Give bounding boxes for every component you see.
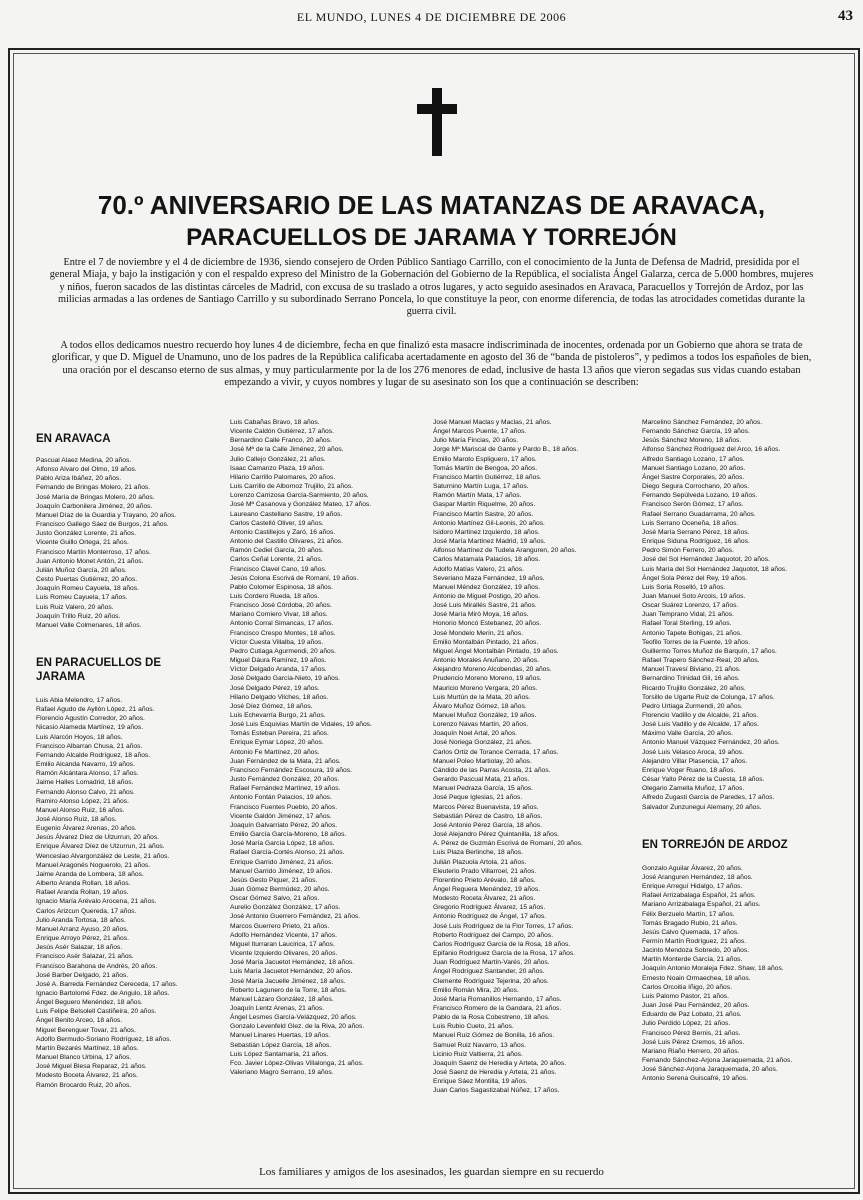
paracuellos-name-list-1 [36, 696, 236, 1090]
aravaca-name-list [36, 456, 236, 630]
victim-name: Luis Alarcón Hoyos, 18 años. [36, 733, 123, 741]
victim-name: Valeriano Magro Serrano, 19 años. [230, 1069, 334, 1077]
victim-name: Emilio García García-Moreno, 18 años. [230, 831, 347, 839]
victim-name: Luis Rubio Cueto, 21 años. [433, 1023, 514, 1031]
victim-name: Fernando Sánchez García, 19 años. [642, 428, 750, 436]
victim-name: Carlos Ceñal Lorente, 21 años. [230, 556, 323, 564]
victim-name: Enrique Garrido Jiménez, 21 años. [230, 858, 334, 866]
victim-name: Mariano Arrizabalaga Español, 21 años. [642, 901, 761, 909]
victim-name: Florencio Agustín Corredor, 20 años. [36, 715, 145, 723]
victim-name: Ángel Beguero Menéndez, 18 años. [36, 999, 143, 1007]
victim-name: José Saenz de Heredia y Arteta, 21 años. [433, 1069, 557, 1077]
victim-name: Ángel Rodríguez Santander, 20 años. [433, 968, 545, 976]
victim-name: Jesús Gesto Piquer, 21 años. [230, 876, 318, 884]
victim-name: Ignacio María Arévalo Arocena, 21 años. [36, 898, 157, 906]
names-column-2 [230, 418, 430, 1077]
victim-name: Jesús Sánchez Moreno, 18 años. [642, 437, 742, 445]
victim-name: Sebastián Pérez de Castro, 18 años. [433, 812, 543, 820]
victim-name: Pascual Alaez Medina, 20 años. [36, 457, 132, 464]
victim-name: Miguel Dáura Ramírez, 19 años. [230, 657, 327, 665]
victim-name: Juan Temprano Vidal, 21 años. [642, 611, 734, 619]
page-number: 43 [838, 8, 853, 24]
victim-name: Jacinto Mendoza Sobredo, 20 años. [642, 947, 750, 955]
victim-name: Joaquín Saenz de Heredia y Arteta, 20 años. [433, 1059, 567, 1067]
victim-name: Luis Cordero Rueda, 18 años. [230, 592, 320, 600]
victim-name: Guillermo Torres Muñoz de Barquín, 17 años. [642, 647, 777, 655]
victim-name: Enrique Sáez Montilla, 19 años. [433, 1078, 528, 1086]
names-column-4 [642, 418, 842, 1083]
victim-name: Rafael Serrano Guadarrama, 20 años. [642, 510, 756, 518]
victim-name: Luis Plaza Berlinche, 18 años. [433, 849, 523, 857]
victim-name: Ramón Martín Mata, 17 años. [433, 492, 522, 500]
torrejon-name-list [642, 864, 842, 1084]
victim-name: Isidoro Martínez Izquierdo, 18 años. [433, 528, 540, 536]
victim-name: Antonio de Miguel Postigo, 20 años. [433, 592, 541, 600]
victim-name: Luis Felipe Belsolell Castiñeira, 20 años. [36, 1008, 157, 1016]
victim-name: Francisco Albarran Chusa, 21 años. [36, 742, 143, 750]
paracuellos-name-list-4 [642, 418, 842, 812]
victim-name: Rafael Trapero Sánchez-Real, 20 años. [642, 657, 760, 665]
victim-name: Olegario Zamella Muñoz, 17 años. [642, 785, 745, 793]
victim-name: Gaspar Martín Riquelme, 20 años. [433, 501, 536, 509]
victim-name: Emilio Maroto Espliguero, 17 años. [433, 455, 537, 463]
victim-name: Adolfo Hernández Vicente, 17 años. [230, 931, 337, 939]
victim-name: Martín Bezarés Martínez, 18 años. [36, 1044, 139, 1052]
victim-name: Joaquín Antonio Moraleja Fdez. Shaw, 18 años. [642, 965, 784, 973]
victim-name: Manuel Linares Huertas, 19 años. [230, 1032, 331, 1040]
victim-name: Juan Antonio Monet Antón, 21 años. [36, 557, 144, 565]
victim-name: Miguel Iturraran Laucirica, 17 años. [230, 940, 335, 948]
victim-name: José A. Barreda Fernández Cereceda, 17 años. [36, 980, 178, 988]
victim-name: Manuel Blanco Urbina, 17 años. [36, 1054, 132, 1062]
section-heading-paracuellos [36, 656, 236, 684]
victim-name: Luis Soria Roselló, 19 años. [642, 583, 726, 591]
victim-name: Antonio Rodríguez de Ángel, 17 años. [433, 913, 547, 921]
victim-name: Eugenio Álvarez Arenas, 20 años. [36, 825, 137, 833]
victim-name: Cándido de las Parras Acosta, 21 años. [433, 766, 551, 774]
victim-name: Ángel Reguera Menéndez, 19 años. [433, 885, 541, 893]
victim-name: José Luis Mirallés Sastre, 21 años. [433, 602, 537, 610]
victim-name: Julio Perdido López, 21 años. [642, 1020, 731, 1028]
victim-name: Joaquín Noel Artal, 20 años. [433, 730, 518, 738]
victim-name: Luis Echevarría Burgo, 21 años. [230, 712, 326, 719]
victim-name: José Mª Casanova y González Mateo, 17 años. [230, 501, 372, 509]
victim-name: Luis López Santamaría, 21 años. [230, 1050, 329, 1058]
victim-name: Luis Carrillo de Albornoz Trujillo, 21 años. [230, 483, 354, 491]
victim-name: Manuel Lázaro González, 18 años. [230, 995, 334, 1003]
victim-name: Fco. Javier López-Olivas Villalonga, 21 años. [230, 1059, 364, 1067]
victim-name: Florencio Vadillo y de Alcalde, 21 años. [642, 712, 759, 719]
victim-name: Francisco José Córdoba, 20 años. [230, 602, 332, 610]
victim-name: Sebastián López García, 18 años. [230, 1041, 332, 1049]
victim-name: Vicente Caldón Gutiérrez, 17 años. [230, 428, 334, 436]
victim-name: Jaime Aranda de Lombera, 18 años. [36, 870, 144, 878]
victim-name: Antonio Fe Martínez, 20 años. [230, 748, 320, 756]
victim-name: Francisco Romero de la Gandara, 21 años. [433, 1005, 562, 1012]
victim-name: Wenceslao Alvargonzález de Leste, 21 años. [36, 852, 170, 860]
victim-name: Ángel Marcos Puente, 17 años. [433, 428, 527, 436]
victim-name: Ángel Benito Arceo, 18 años. [36, 1017, 123, 1025]
victim-name: Joaquín Galvarriato Pérez, 20 años. [230, 821, 338, 829]
names-column-1 [36, 418, 236, 1090]
victim-name: Carlos Rodríguez García de la Rosa, 18 años. [433, 940, 571, 948]
victim-name: José María Jacuelle Jiménez, 18 años. [230, 977, 346, 985]
victim-name: Manuel Travesí Biviano, 21 años. [642, 666, 741, 674]
victim-name: Bernardino Calle Franco, 20 años. [230, 437, 332, 445]
victim-name: Adolfo Matías Valero, 21 años. [433, 565, 524, 573]
victim-name: Licinio Ruiz Valtierra, 21 años. [433, 1050, 523, 1058]
victim-name: Manuel Díaz de la Guardia y Trayano, 20 años. [36, 511, 177, 519]
victim-name: Aurelio González González, 17 años. [230, 904, 341, 912]
victim-name: Adolfo Bermudo-Soriano Rodríguez, 18 años. [36, 1035, 172, 1043]
victim-name: Tomás Esteban Pereira, 21 años. [230, 730, 329, 738]
victim-name: Jorge Mª Mariscal de Gante y Pardo B., 18 años. [433, 446, 579, 454]
victim-name: Manuel Muñoz González, 19 años. [433, 712, 537, 719]
victim-name: Alfredo Santiago Lozano, 17 años. [642, 455, 745, 463]
victim-name: Julián Muñoz García, 20 años. [36, 566, 127, 574]
victim-name: Manuel Arranz Ayuso, 20 años. [36, 925, 129, 933]
victim-name: Víctor Delgado Aranda, 17 años. [230, 666, 327, 674]
victim-name: José Mondelo Merín, 21 años. [433, 629, 523, 637]
victim-name: Justo González Lorente, 21 años. [36, 530, 137, 538]
victim-name: Antonio Tapete Bohigas, 21 años. [642, 629, 742, 637]
paracuellos-name-list-3 [433, 418, 633, 1096]
victim-name: Bernardino Trinidad Gil, 16 años. [642, 675, 740, 683]
victim-name: Tomás Martín de Bengoa, 20 años. [433, 464, 538, 472]
victim-name: Tomás Bragado Rubio, 21 años. [642, 919, 738, 927]
victim-name: Emilio Alcanda Navarro, 19 años. [36, 761, 135, 769]
victim-name: Alfredo Zugasti García de Paredes, 17 años. [642, 794, 775, 802]
victim-name: Juan Gómez Bermúdez, 20 años. [230, 885, 330, 893]
victim-name: José Delgado Pérez, 19 años. [230, 684, 320, 692]
victim-name: José Luis Rodríguez de la Flor Torres, 17 años. [433, 922, 574, 930]
victim-name: José Peque Iglesias, 21 años. [433, 794, 523, 802]
victim-name: Luis Serrano Oceneña, 18 años. [642, 519, 739, 527]
victim-name: Juan Carlos Sagastizabal Núñez, 17 años. [433, 1087, 560, 1095]
victim-name: Pablo de la Rosa Cobestreno, 18 años. [433, 1014, 550, 1022]
victim-name: Martín Monterde García, 21 años. [642, 956, 743, 964]
victim-name: Luis María Jacuetot Hernández, 20 años. [230, 968, 353, 976]
closing-line: Los familiares y amigos de los asesinados, les guardan siempre en su recuerdo [259, 1166, 604, 1178]
victim-name: Luis Romeu Cayuela, 17 años. [36, 594, 128, 602]
victim-name: José Díez Gómez, 18 años. [230, 702, 313, 710]
victim-name: Carlos Orcoitia Iñigo, 20 años. [642, 983, 732, 991]
victim-name: Miguel Berenguer Tovar, 21 años. [36, 1026, 136, 1034]
victim-name: Samuel Ruiz Navarro, 13 años. [433, 1041, 526, 1049]
victim-name: Mariano Riaño Herrero, 20 años. [642, 1047, 740, 1055]
victim-name: Francisco Pérez Bernis, 21 años. [642, 1029, 741, 1037]
section-heading-aravaca: EN ARAVACA [36, 433, 111, 445]
victim-name: Manuel Méndez González, 19 años. [433, 583, 541, 591]
victim-name: Cesto Puertas Gutiérrez, 20 años. [36, 576, 138, 584]
victim-name: José María Martínez Madrid, 19 años. [433, 538, 546, 546]
victim-name: Pedro Cutiaga Agurmendi, 20 años. [230, 647, 336, 655]
victim-name: Rafael Aranda Rollan, 19 años. [36, 889, 129, 897]
victim-name: Carlos Castelló Oliver, 19 años. [230, 519, 324, 527]
victim-name: Julio Aranda Tortosa, 18 años. [36, 916, 126, 924]
victim-name: Eleuterio Prado Villarroel, 21 años. [433, 867, 537, 875]
dedication-paragraph: A todos ellos dedicamos nuestro recuerdo hoy lunes 4 de diciembre, fecha en que finalizó esta masacre indiscriminada de inocentes, ordenada por un Gobierno que ahora se trata de glorificar, y que D. Miguel de Unamuno, uno de los padres de la República calificaba acertadamente en agosto del 36 de “banda de pistoleros”, y pedimos a todos los españoles de bien, una oración por el descanso eterno de sus almas, y muy particularmente por la de los 276 menores de edad, inclusive de hasta 13 años que vieron segadas sus vidas cuando estaban empezando a vivir, y cuyos nombres y lugar de su asesinato son los que a continuación se describen: [51, 340, 812, 388]
victim-name: Joaquín Romeu Cayuela, 18 años. [36, 585, 139, 593]
victim-name: Modesto Boceta Álvarez, 21 años. [36, 1072, 138, 1080]
victim-name: Francisco Serón Gómez, 17 años. [642, 501, 744, 509]
victim-name: José Sánchez-Arjona Jaraquemada, 20 años. [642, 1066, 778, 1074]
victim-name: Isaac Camanzo Plaza, 19 años. [230, 464, 325, 472]
names-column-3 [433, 418, 633, 1096]
victim-name: Vicente Guillo Ortega, 21 años. [36, 539, 129, 547]
victim-name: Antonio del Castillo Olivares, 21 años. [230, 538, 344, 546]
victim-name: Hilario Delgado Vilches, 18 años. [230, 693, 329, 701]
victim-name: A. Pérez de Guzmán Escrivá de Romaní, 20 años. [433, 840, 583, 848]
victim-name: Antonio Manuel Vázquez Fernández, 20 años. [642, 739, 780, 747]
victim-name: Francisco Clavel Cano, 19 años. [230, 565, 327, 573]
victim-name: José María Jacuetot Hernández, 18 años. [230, 959, 355, 967]
victim-name: Saturnino Martín Luga, 17 años. [433, 483, 529, 491]
victim-name: Antonio Fontán Palacios, 19 años. [230, 794, 332, 802]
victim-name: Emilio Montalbán Pintado, 21 años. [433, 638, 539, 646]
victim-name: Florentino Prieto Arévalo, 18 años. [433, 876, 536, 884]
victim-name: Joaquín Trillo Ruiz, 20 años. [36, 612, 121, 620]
victim-name: Marcos Pérez Buenavista, 19 años. [433, 803, 539, 811]
victim-name: Manuel Pedraza García, 15 años. [433, 785, 533, 793]
victim-name: Juan José Pau Fernández, 20 años. [642, 1002, 750, 1010]
victim-name: Ángel Lesmes García-Velázquez, 20 años. [230, 1014, 357, 1022]
victim-name: Roberto Lagunero de la Torre, 18 años. [230, 986, 347, 994]
victim-name: Prudencio Moreno Moreno, 19 años. [433, 675, 542, 683]
victim-name: Fernando de Bringas Molero, 21 años. [36, 484, 151, 492]
victim-name: José Aranguren Hernández, 18 años. [642, 873, 753, 881]
victim-name: Severiano Maza Fernández, 19 años. [433, 574, 545, 582]
victim-name: José Luis Vadillo y de Alcalde, 17 años. [642, 721, 759, 729]
victim-name: Modesto Roceta Álvarez, 21 años. [433, 895, 536, 903]
victim-name: Manuel Valle Colmenares, 18 años. [36, 621, 142, 629]
victim-name: Alberto Aranda Rollan, 18 años. [36, 880, 131, 888]
victim-name: Alfonso Sánchez Rodríguez del Arco, 16 años. [642, 446, 781, 454]
victim-name: Fermín Martín Rodríguez, 21 años. [642, 937, 747, 945]
victim-name: Gonzalo Aguilar Álvarez, 20 años. [642, 864, 743, 872]
victim-name: Diego Segura Corrochano, 20 años. [642, 483, 750, 491]
victim-name: Roberto Rodríguez del Campo, 20 años. [433, 931, 554, 939]
victim-name: Miguel Ángel Montalbán Pintado, 19 años. [433, 647, 559, 655]
victim-name: Oscar Gómez Salvo, 21 años. [230, 895, 320, 903]
victim-name: José Luis Pérez Cremos, 16 años. [642, 1038, 745, 1046]
victim-name: Luis Murtún de la Mata, 20 años. [433, 693, 531, 701]
victim-name: José María García López, 18 años. [230, 840, 335, 848]
victim-name: Salvador Zunzunegui Alemany, 20 años. [642, 803, 762, 811]
victim-name: José María Romanillos Hernando, 17 años. [433, 995, 562, 1003]
notice-title-line1: 70.º ANIVERSARIO DE LAS MATANZAS DE ARAVACA, [97, 190, 766, 220]
notice-title-line2: PARACUELLOS DE JARAMA Y TORREJÓN [186, 224, 677, 251]
victim-name: Pablo Ariza Ibáñez, 20 años. [36, 475, 122, 483]
victim-name: Honorio Moncó Estebanez, 20 años. [433, 620, 542, 628]
victim-name: Rafael García-Cortés Alonso, 21 años. [230, 849, 345, 857]
victim-name: Fernando Alonso Calvo, 21 años. [36, 788, 135, 796]
victim-name: Joaquín Lentz Arenas, 21 años. [230, 1005, 325, 1012]
victim-name: Enrique Arreguí Hidalgo, 17 años. [642, 883, 743, 891]
victim-name: Jaime Halles Lomadrid, 18 años. [36, 779, 134, 787]
victim-name: Luis María del Sol Hernández Jaquotot, 18 años. [642, 565, 787, 573]
victim-name: José Noriega González, 21 años. [433, 739, 532, 747]
victim-name: Francisco Asér Salazar, 21 años. [36, 953, 134, 961]
victim-name: Ricardo Trujillo González, 20 años. [642, 684, 746, 692]
victim-name: Eduardo de Paz Lobato, 21 años. [642, 1011, 742, 1019]
intro-paragraph: Entre el 7 de noviembre y el 4 de diciembre de 1936, siendo consejero de Orden Público Santiago Carrillo, con el conocimiento de la Junta de Defensa de Madrid, presidida por el general Miaja, y bajo la instigación y con el respaldo expreso del Ministro de la Gobernación del Gobierno de la República, el socialista Ángel Galarza, cerca de 5.000 hombres, mujeres y niños, fueron sacados de las distintas cárceles de Madrid, con excusa de su traslado a otros lugares, y acto seguido asesinados en Aravaca, Paracuellos y Torrejón de Ardoz, por las milicias armadas a las ordenes de Santiago Carrillo y su subordinado Serrano Poncela, lo que constituye la peor, con enorme diferencia, de todas las atrocidades cometidas durante la guerra civil. [49, 257, 814, 318]
victim-name: Jesús Colona Escrivá de Romaní, 19 años. [230, 574, 359, 582]
victim-name: Laureano Castellano Sastre, 19 años. [230, 510, 343, 518]
victim-name: Pedro Urtiaga Zurmendi, 20 años. [642, 702, 743, 710]
victim-name: Rafael Arrizabalaga Español, 21 años. [642, 892, 756, 900]
victim-name: Clemente Rodríguez Tejerina, 20 años. [433, 977, 549, 985]
newspaper-dateline: EL MUNDO, LUNES 4 DE DICIEMBRE DE 2006 [296, 10, 567, 24]
victim-name: Francisco Crespo Montes, 18 años. [230, 629, 336, 637]
victim-name: Julián Plazuola Artola, 21 años. [433, 858, 527, 866]
victim-name: Emilio Román Mira, 20 años. [433, 986, 519, 994]
section-heading-paracuellos-line1: EN PARACUELLOS DE [36, 656, 162, 669]
victim-name: Alejandro Moreno Alcobendas, 20 años. [433, 666, 552, 674]
victim-name: Máximo Valle García, 20 años. [642, 730, 733, 738]
victim-name: José Barber Delgado, 21 años. [36, 971, 129, 979]
victim-name: César Yalto Pérez de la Cuesta, 18 años. [642, 776, 765, 784]
victim-name: Rafael Toral Sterling, 19 años. [642, 620, 732, 628]
victim-name: Lorenzo Carrizosa García-Sarmiento, 20 años. [230, 492, 369, 500]
victim-name: Carlos Arizcun Quereda, 17 años. [36, 907, 137, 915]
victim-name: Joaquín Carbonilera Jiménez, 20 años. [36, 502, 153, 510]
victim-name: Pablo Colomer Espinosa, 18 años. [230, 583, 333, 591]
victim-name: Manuel Aragonés Noguerolo, 21 años. [36, 861, 151, 869]
victim-name: Víctor Cuesta Villalba, 19 años. [230, 638, 324, 646]
victim-name: Ramón Brocardo Ruiz, 20 años. [36, 1081, 132, 1089]
victim-name: Gerardo Pascual Mata, 21 años. [433, 776, 530, 784]
victim-name: Álvaro Muñoz Gómez, 18 años. [433, 702, 527, 710]
victim-name: José Antonio Guerrero Fernández, 21 años. [230, 913, 361, 921]
victim-name: José Mª de la Calle Jiménez, 20 años. [230, 446, 344, 454]
victim-name: Juan Rodríguez Martín-Varés, 20 años. [433, 959, 550, 967]
victim-name: José Alonso Ruiz, 18 años. [36, 816, 117, 823]
victim-name: Ramón Alcántara Alonso, 17 años. [36, 770, 139, 778]
victim-name: Carlos Matamala Palacios, 18 años. [433, 556, 541, 564]
victim-name: José Luis Esquivias Martín de Vidales, 19 años. [230, 721, 372, 729]
victim-name: Luis Palomo Pastor, 21 años. [642, 992, 729, 1000]
victim-name: Francisco Fernández Escosura, 19 años. [230, 766, 352, 774]
victim-name: Antonio Martínez Gil-Leonis, 20 años. [433, 519, 545, 527]
victim-name: Francisco Martín Gutiérrez, 18 años. [433, 473, 542, 481]
victim-name: Fernando Sepúlveda Lozano, 19 años. [642, 492, 758, 500]
victim-name: Nicasio Alameda Martínez, 19 años. [36, 724, 144, 732]
victim-name: Epifanio Rodríguez García de la Rosa, 17 años. [433, 950, 576, 958]
victim-name: Jesús Asér Salazar, 18 años. [36, 944, 123, 952]
victim-name: Vicente Galdón Jiménez, 17 años. [230, 812, 332, 820]
victim-name: Alfonso Martínez de Tudela Aranguren, 20 años. [433, 547, 577, 555]
victim-name: Marcos Guerrero Prieto, 21 años. [230, 922, 330, 930]
section-heading-torrejon: EN TORREJÓN DE ARDOZ [642, 838, 788, 851]
victim-name: Antonio Corral Simancas, 17 años. [230, 620, 334, 628]
victim-name: Alfonso Alvaro del Olmo, 19 años. [36, 466, 137, 474]
victim-name: Alejandro Villar Plasencia, 17 años. [642, 757, 748, 765]
victim-name: Ramón Cediel García, 20 años. [230, 547, 324, 555]
victim-name: Félix Berzuelo Martín, 17 años. [642, 910, 735, 918]
victim-name: Manuel Garrido Jiménez, 19 años. [230, 867, 333, 875]
victim-name: Justo Fernández González, 20 años. [230, 776, 340, 784]
victim-name: Mariano Corniero Vivar, 18 años. [230, 611, 328, 619]
victim-name: José Manuel Maclas y Maclas, 21 años. [433, 419, 552, 426]
victim-name: Antonio Serena Guiscafré, 19 años. [642, 1075, 748, 1083]
victim-name: Torsillo de Ugarte Ruiz de Colunga, 17 años. [642, 693, 775, 701]
victim-name: Luis Abia Melendro, 17 años. [36, 696, 123, 704]
victim-name: Marcelino Sánchez Fernández, 20 años. [642, 419, 763, 426]
victim-name: Gonzalo Levenfeld Glez. de la Riva, 20 años. [230, 1023, 365, 1031]
victim-name: Manuel Alonso Ruiz, 16 años. [36, 806, 125, 814]
victim-name: Manuel Santiago Lozano, 20 años. [642, 464, 746, 472]
victim-name: Ramiro Alonso López, 21 años. [36, 797, 129, 805]
victim-name: Manuel Poleo Martiolay, 20 años. [433, 757, 532, 765]
victim-name: Lorenzo Navas Martín, 20 años. [433, 721, 529, 729]
victim-name: Julio María Fincias, 20 años. [433, 437, 519, 445]
victim-name: José Delgado García-Nieto, 19 años. [230, 675, 341, 683]
victim-name: Antonio Morales Anuñano, 20 años. [433, 657, 539, 665]
victim-name: José Miguel Blesa Reparaz, 21 años. [36, 1063, 147, 1071]
newspaper-header [0, 10, 863, 34]
victim-name: José Antonio Pérez García, 18 años. [433, 821, 542, 829]
victim-name: José María de Bringas Molero, 20 años. [36, 493, 155, 501]
victim-name: Antonio Castillejos y Zaró, 16 años. [230, 528, 336, 536]
victim-name: Jesús Álvarez Díez de Ulzurrun, 20 años. [36, 834, 160, 842]
victim-name: Francisco Gallego Sáez de Burgos, 21 años. [36, 521, 169, 529]
victim-name: Enrique Voger Ruano, 18 años. [642, 766, 736, 774]
victim-name: José Alejandro Pérez Quintanilla, 18 años. [433, 831, 560, 839]
victim-name: Enrique Arroyo Pérez, 21 años. [36, 935, 129, 943]
victim-name: Juan Fernández de la Mata, 21 años. [230, 757, 341, 765]
victim-name: Ernesto Noain Ormaechea, 18 años. [642, 974, 751, 982]
victim-name: Enrique Siduna Rodríguez, 16 años. [642, 538, 750, 546]
victim-name: Juan Manuel Soto Arcois, 19 años. [642, 592, 746, 600]
cross-icon [417, 88, 457, 156]
section-heading-paracuellos-line2: JARAMA [36, 670, 86, 683]
victim-name: Rafael Fernández Martínez, 19 años. [230, 785, 341, 793]
victim-name: Carlos Ortiz de Torance Cerrada, 17 años. [433, 748, 559, 756]
victim-name: Pedro Simón Ferrero, 20 años. [642, 547, 734, 555]
victim-name: José Luis Velasco Aroca, 19 años. [642, 748, 744, 756]
victim-name: Rafael Agudo de Ayllón López, 21 años. [36, 706, 155, 714]
victim-name: Manuel Ruiz Gómez de Bonilla, 16 años. [433, 1032, 555, 1040]
victim-name: Fernando Sánchez-Arjona Jaraquemada, 21 años. [642, 1057, 793, 1064]
victim-name: Francisco Barahona de Andrés, 20 años. [36, 962, 158, 970]
paracuellos-name-list-2 [230, 418, 430, 1077]
victim-name: José María Miró Moya, 16 años. [433, 611, 529, 619]
victim-name: José María Serrano Pérez, 18 años. [642, 528, 750, 536]
victim-name: Ignacio Bartolomé Fdez. de Angulo, 18 años. [36, 989, 170, 997]
victim-name: Luis Cabañas Bravo, 18 años. [230, 419, 320, 426]
victim-name: Julio Callejo González, 21 años. [230, 455, 326, 463]
victim-name: Ángel Sola Pérez del Rey, 19 años. [642, 574, 748, 582]
victim-name: Francisco Martín Monterroso, 17 años. [36, 548, 151, 556]
victim-name: Gregorio Rodríguez Álvarez, 15 años. [433, 904, 546, 912]
victim-name: Oscar Suárez Lorenzo, 17 años. [642, 602, 739, 610]
victim-name: José del Sol Hernández Jaquotot, 20 años. [642, 556, 770, 564]
victim-name: Jesús Calvo Quemada, 17 años. [642, 928, 740, 936]
victim-name: Luis Ruiz Valero, 20 años. [36, 603, 114, 611]
victim-name: Mauricio Moreno Vergara, 20 años. [433, 684, 538, 692]
victim-name: Vicente Izquierdo Olivares, 20 años. [230, 950, 338, 958]
victim-name: Francisco Fuentes Pueblo, 20 años. [230, 803, 338, 811]
victim-name: Enrique Álvarez Díez de Ulzurrun, 21 años. [36, 843, 165, 851]
victim-name: Enrique Eymar López, 20 años. [230, 739, 324, 747]
victim-name: Teofilo Torres de la Fuente, 19 años. [642, 638, 751, 646]
victim-name: Hilario Carrillo Palomares, 20 años. [230, 473, 336, 481]
victim-name: Fernando Alcalde Rodríguez, 18 años. [36, 751, 151, 759]
victim-name: Ángel Sastre Corporales, 20 años. [642, 473, 745, 481]
victim-name: Francisco Martín Sastre, 20 años. [433, 510, 534, 518]
